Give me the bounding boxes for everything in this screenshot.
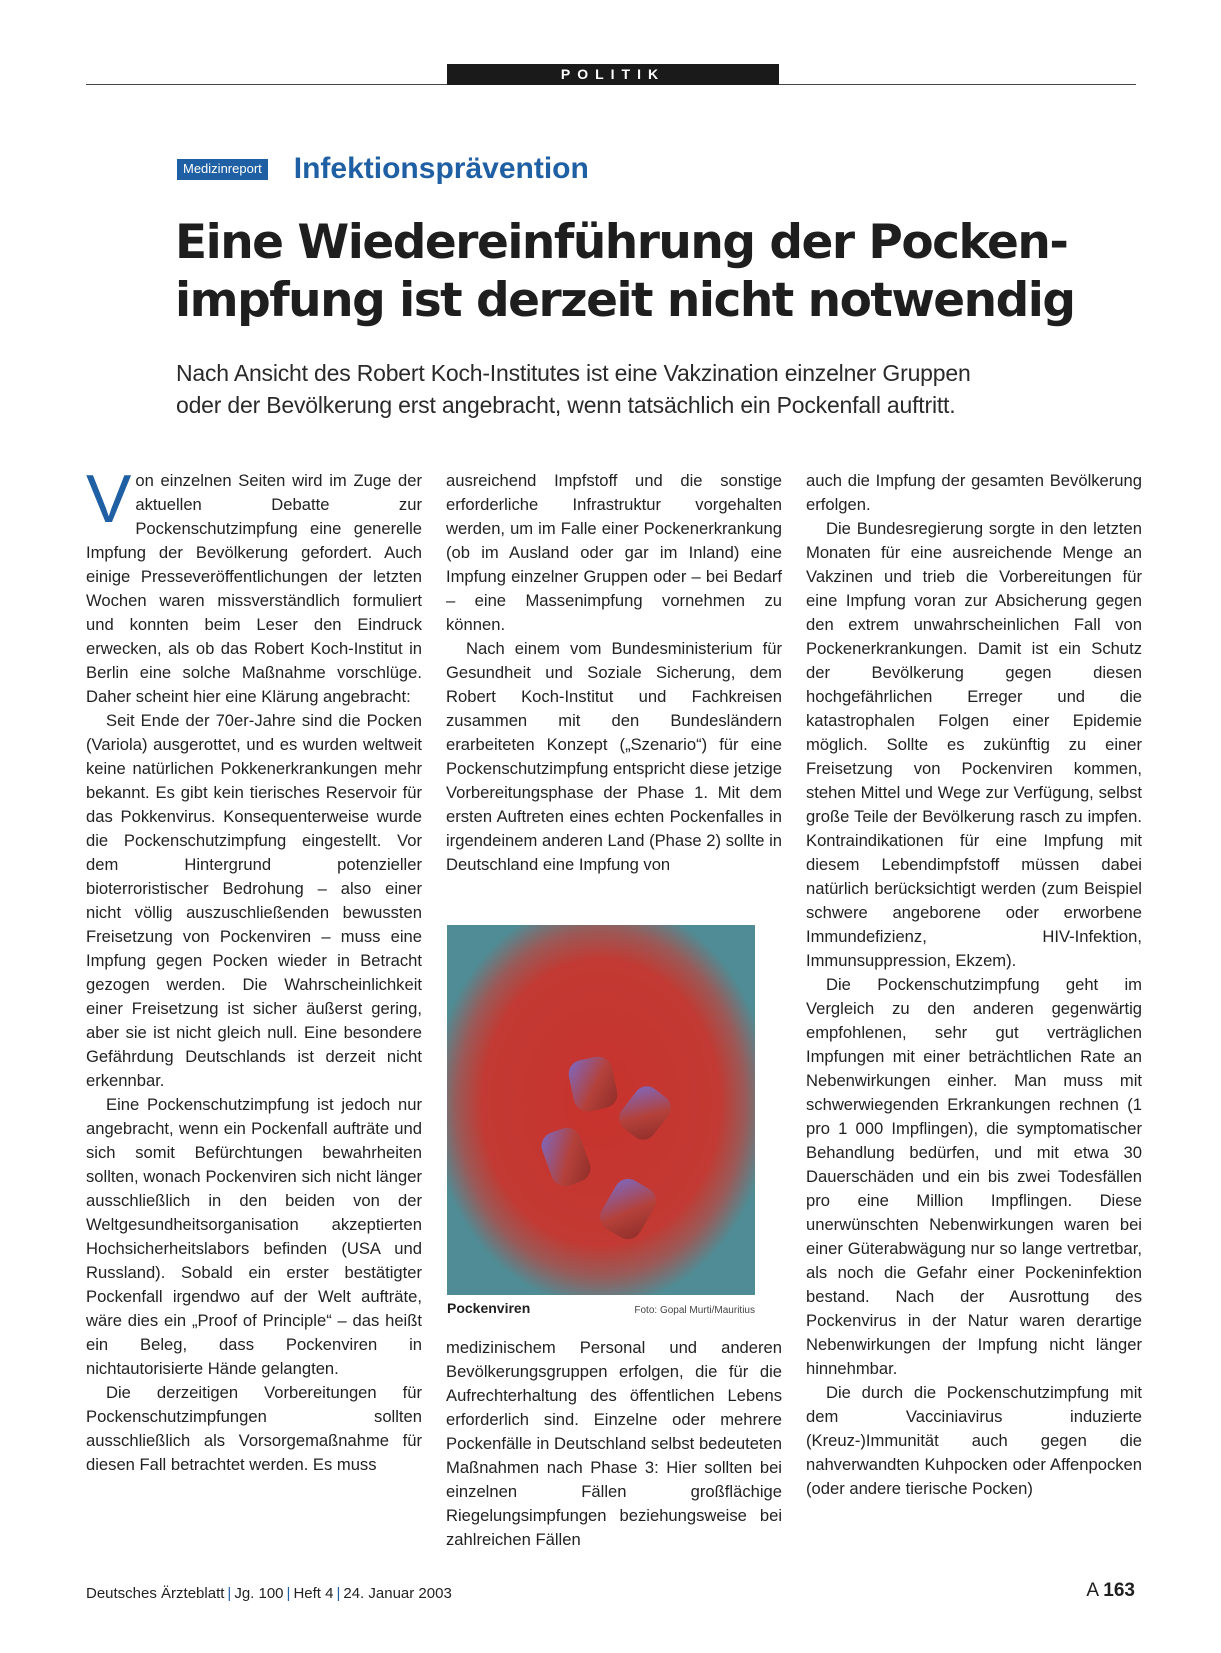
kicker-title: Infektionsprävention bbox=[293, 152, 589, 185]
journal-issue: Heft 4 bbox=[293, 1585, 334, 1602]
paragraph: medizinischem Personal und anderen Bevölkerungsgruppen erfolgen, die für die Aufrechterhaltung des öffentlichen Lebens erforderlich sind. Einzelne oder mehrere Pockenfälle in Deutschland selbst bedeuteten Maßnahmen nach Phase 3: Hier sollten bei einzelnen Fällen großflächige Riegelungsimpfungen beziehungsweise bei zahlreichen Fällen bbox=[446, 1338, 782, 1549]
paragraph: Die Pockenschutzimpfung geht im Vergleich zu den anderen gegenwärtig empfohlenen, sehr gut verträglichen Impfungen mit einer beträchtlichen Rate an Nebenwirkungen einher. Man muss mit schwerwiegenden Erkrankungen rechnen (1 pro 1 000 Impflingen), die symptomatischer Behandlung bedürfen, und mit etwa 30 Dauerschäden und ein bis zwei Todesfällen pro eine Million Impflingen. Diese unerwünschten Nebenwirkungen waren bei einer Güterabwägung nur so lange vertretbar, als noch die Gefahr einer Pockeninfektion bestand. Nach der Ausrottung des Pockenvirus in der Natur waren derartige Nebenwirkungen der Impfung nicht länger hinnehmbar. bbox=[806, 975, 1142, 1378]
column-2-bottom bbox=[446, 1336, 782, 1552]
page-number: A 163 bbox=[1086, 1580, 1135, 1601]
journal-name: Deutsches Ärzteblatt bbox=[86, 1585, 225, 1602]
paragraph: Nach einem vom Bundesministerium für Gesundheit und Soziale Sicherung, dem Robert Koch-Institut und Fachkreisen zusammen mit den Bundesländern erarbeiteten Konzept („Szenario“) für eine Pockenschutzimpfung entspricht diese jetzige Vorbereitungsphase der Phase 1. Mit dem ersten Auftreten eines echten Pockenfalles in irgendeinem anderen Land (Phase 2) sollte in Deutschland eine Impfung von bbox=[446, 639, 782, 874]
paragraph: auch die Impfung der gesamten Bevölkerung erfolgen. bbox=[806, 471, 1142, 514]
column-1 bbox=[86, 461, 422, 1477]
paragraph: Die derzeitigen Vorbereitungen für Pockenschutzimpfungen sollten ausschließlich als Vorsorgemaßnahme für diesen Fall betrachtet werden. Es muss bbox=[86, 1383, 422, 1474]
journal-date: 24. Januar 2003 bbox=[343, 1585, 452, 1602]
paragraph: Eine Pockenschutzimpfung ist jedoch nur angebracht, wenn ein Pockenfall aufträte und sich somit Befürchtungen bewahrheiten sollten, wonach Pockenviren sich nicht länger ausschließlich in den beiden von der Weltgesundheitsorganisation akzeptierten Hochsicherheitslabors befinden (USA und Russland). Sobald ein erster bestätigter Pockenfall irgendwo auf der Welt aufträte, wäre dies ein „Proof of Principle“ – das heißt ein Beleg, dass Pockenviren in nichtautorisierte Hände gelangten. bbox=[86, 1095, 422, 1378]
kicker-tag: Medizinreport bbox=[177, 159, 268, 180]
figure-photo bbox=[447, 925, 755, 1295]
caption-title: Pockenviren bbox=[447, 1300, 531, 1316]
figure-caption bbox=[447, 1300, 755, 1316]
dropcap: V bbox=[86, 461, 132, 537]
deck: Nach Ansicht des Robert Koch-Institutes ist eine Vakzination einzelner Gruppen oder der Bevölkerung erst angebracht, wenn tatsächlich ein Pockenfall auftritt. bbox=[176, 360, 971, 418]
headline: Eine Wiedereinführung der Pocken- impfung ist derzeit nicht notwendig bbox=[175, 215, 1075, 328]
column-3 bbox=[806, 469, 1142, 1501]
journal-volume: Jg. 100 bbox=[234, 1585, 284, 1602]
paragraph: Seit Ende der 70er-Jahre sind die Pocken (Variola) ausgerottet, und es wurden weltweit keine natürlichen Pokkenerkrankungen mehr bekannt. Es gibt kein tierisches Reservoir für das Pokkenvirus. Konsequenterweise wurde die Pockenschutzimpfung eingestellt. Vor dem Hintergrund potenzieller bioterroristischer Bedrohung – also einer nicht völlig auszuschließenden bewussten Freisetzung von Pockenviren – muss eine Impfung gegen Pocken wieder in Betracht gezogen werden. Die Wahrscheinlichkeit einer Freisetzung ist sicher äußerst gering, aber sie ist nicht gleich null. Eine besondere Gefährdung Deutschlands ist derzeit nicht erkennbar. bbox=[86, 711, 422, 1090]
column-2-top bbox=[446, 469, 782, 877]
photo-credit: Foto: Gopal Murti/Mauritius bbox=[634, 1305, 755, 1316]
pockenviren-image bbox=[447, 925, 755, 1295]
paragraph: ausreichend Impfstoff und die sonstige erforderliche Infrastruktur vorgehalten werden, um im Falle einer Pockenerkrankung (ob im Ausland oder gar im Inland) eine Impfung einzelner Gruppen oder – bei Bedarf – eine Massenimpfung vornehmen zu können. bbox=[446, 471, 782, 634]
kicker bbox=[177, 152, 589, 186]
paragraph: Die durch die Pockenschutzimpfung mit dem Vacciniavirus induzierte (Kreuz-)Immunität auch gegen die nahverwandten Kuhpocken oder Affenpocken (oder andere tierische Pocken) bbox=[806, 1383, 1142, 1498]
paragraph: Die Bundesregierung sorgte in den letzten Monaten für eine ausreichende Menge an Vakzinen und trieb die Vorbereitungen für eine Impfung voran zur Absicherung gegen den extrem unwahrscheinlichen Fall von Pockenerkrankungen. Damit ist ein Schutz der Bevölkerung gegen diesen hochgefährlichen Erreger und die katastrophalen Folgen einer Epidemie möglich. Sollte es zukünftig zu einer Freisetzung von Pockenviren kommen, stehen Mittel und Wege zur Verfügung, selbst große Teile der Bevölkerung rasch zu impfen. Kontraindikationen für eine Impfung mit diesem Lebendimpfstoff müssen dabei natürlich berücksichtigt werden (zum Beispiel schwere angeborene oder erworbene Immundefizienz, HIV-Infektion, Immunsuppression, Ekzem). bbox=[806, 519, 1142, 970]
paragraph: Von einzelnen Seiten wird im Zuge der aktuellen Debatte zur Pockenschutzimpfung eine generelle Impfung der Bevölkerung gefordert. Auch einige Presseveröffentlichungen der letzten Wochen waren missverständlich formuliert und konnten beim Leser den Eindruck erwecken, als ob das Robert Koch-Institut in Berlin eine solche Maßnahme vorschlüge. Daher scheint hier eine Klärung angebracht: bbox=[86, 461, 422, 706]
page-footer: Deutsches Ärzteblatt | Jg. 100 | Heft 4 | 24. Januar 2003 bbox=[86, 1585, 452, 1602]
section-banner: POLITIK bbox=[447, 64, 779, 85]
